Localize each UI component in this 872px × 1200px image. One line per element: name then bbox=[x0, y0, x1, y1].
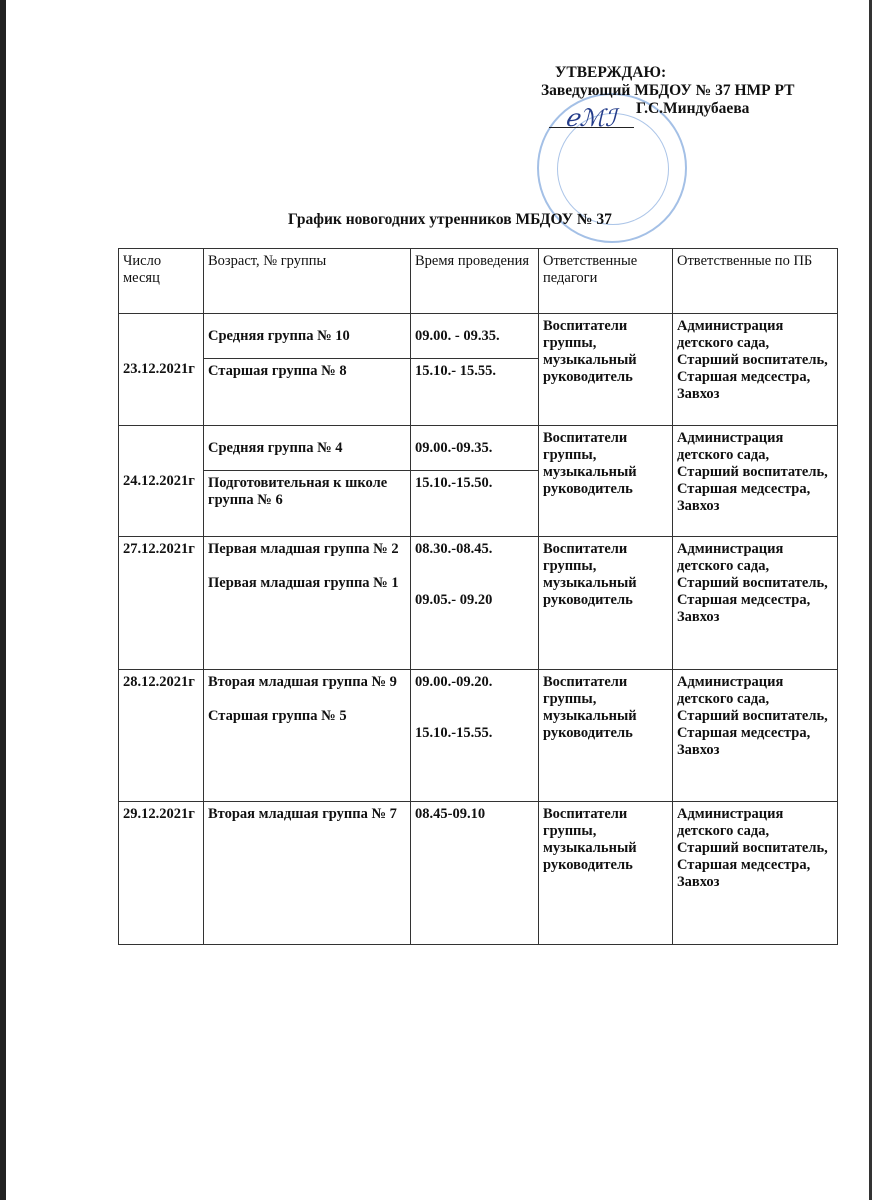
document-title: График новогодних утренников МБДОУ № 37 bbox=[288, 211, 612, 228]
header-time: Время проведения bbox=[411, 249, 539, 314]
group-name: Старшая группа № 5 bbox=[208, 708, 347, 724]
date-cell: 28.12.2021г bbox=[119, 670, 204, 802]
fire-safety-cell: Администрация детского сада, Старший воспитатель, Старшая медсестра, Завхоз bbox=[673, 802, 838, 945]
table-header-row bbox=[119, 249, 838, 314]
group-name: Первая младшая группа № 1 bbox=[208, 575, 399, 591]
teachers-cell: Воспитатели группы, музыкальный руководитель bbox=[539, 537, 673, 670]
time-range: 08.30.-08.45. bbox=[415, 541, 493, 557]
scan-edge bbox=[0, 0, 6, 1200]
approval-name: Г.С.Миндубаева bbox=[636, 100, 750, 117]
date-cell: 29.12.2021г bbox=[119, 802, 204, 945]
group-cell bbox=[204, 537, 411, 670]
fire-safety-cell: Администрация детского сада, Старший воспитатель, Старшая медсестра, Завхоз bbox=[673, 670, 838, 802]
teachers-cell: Воспитатели группы, музыкальный руководитель bbox=[539, 314, 673, 426]
date-cell: 24.12.2021г bbox=[119, 426, 204, 537]
group-cell: Средняя группа № 4 bbox=[204, 426, 411, 471]
time-cell: 15.10.-15.50. bbox=[411, 471, 539, 537]
header-fire-safety: Ответственные по ПБ bbox=[673, 249, 838, 314]
time-range: 09.05.- 09.20 bbox=[415, 592, 493, 608]
group-cell: Подготовительная к школе группа № 6 bbox=[204, 471, 411, 537]
header-date: Число месяц bbox=[119, 249, 204, 314]
time-cell: 15.10.- 15.55. bbox=[411, 359, 539, 426]
time-cell: 09.00. - 09.35. bbox=[411, 314, 539, 359]
signature-line bbox=[549, 127, 634, 128]
header-group: Возраст, № группы bbox=[204, 249, 411, 314]
time-range: 15.10.-15.55. bbox=[415, 725, 493, 741]
approval-block bbox=[541, 64, 794, 118]
group-cell bbox=[204, 802, 411, 945]
fire-safety-cell: Администрация детского сада, Старший воспитатель, Старшая медсестра, Завхоз bbox=[673, 426, 838, 537]
table-row bbox=[119, 537, 838, 670]
group-name: Вторая младшая группа № 9 bbox=[208, 674, 397, 690]
group-name: Первая младшая группа № 2 bbox=[208, 541, 399, 557]
signature: ℯℳℐ bbox=[565, 104, 617, 132]
schedule-table bbox=[118, 248, 838, 945]
approval-heading: УТВЕРЖДАЮ: bbox=[555, 64, 667, 81]
table-row bbox=[119, 670, 838, 802]
fire-safety-cell: Администрация детского сада, Старший воспитатель, Старшая медсестра, Завхоз bbox=[673, 314, 838, 426]
teachers-cell: Воспитатели группы, музыкальный руководитель bbox=[539, 670, 673, 802]
time-range: 09.00.-09.20. bbox=[415, 674, 493, 690]
time-range: 08.45-09.10 bbox=[415, 806, 486, 822]
table-row bbox=[119, 426, 838, 471]
teachers-cell: Воспитатели группы, музыкальный руководитель bbox=[539, 802, 673, 945]
group-cell: Старшая группа № 8 bbox=[204, 359, 411, 426]
group-cell: Средняя группа № 10 bbox=[204, 314, 411, 359]
fire-safety-cell: Администрация детского сада, Старший воспитатель, Старшая медсестра, Завхоз bbox=[673, 537, 838, 670]
table-row bbox=[119, 314, 838, 359]
group-name: Вторая младшая группа № 7 bbox=[208, 806, 397, 822]
time-cell bbox=[411, 802, 539, 945]
teachers-cell: Воспитатели группы, музыкальный руководитель bbox=[539, 426, 673, 537]
date-cell: 23.12.2021г bbox=[119, 314, 204, 426]
header-teachers: Ответственные педагоги bbox=[539, 249, 673, 314]
table-row bbox=[119, 802, 838, 945]
group-cell bbox=[204, 670, 411, 802]
time-cell: 09.00.-09.35. bbox=[411, 426, 539, 471]
approval-position: Заведующий МБДОУ № 37 НМР РТ bbox=[541, 82, 795, 99]
time-cell bbox=[411, 537, 539, 670]
date-cell: 27.12.2021г bbox=[119, 537, 204, 670]
time-cell bbox=[411, 670, 539, 802]
